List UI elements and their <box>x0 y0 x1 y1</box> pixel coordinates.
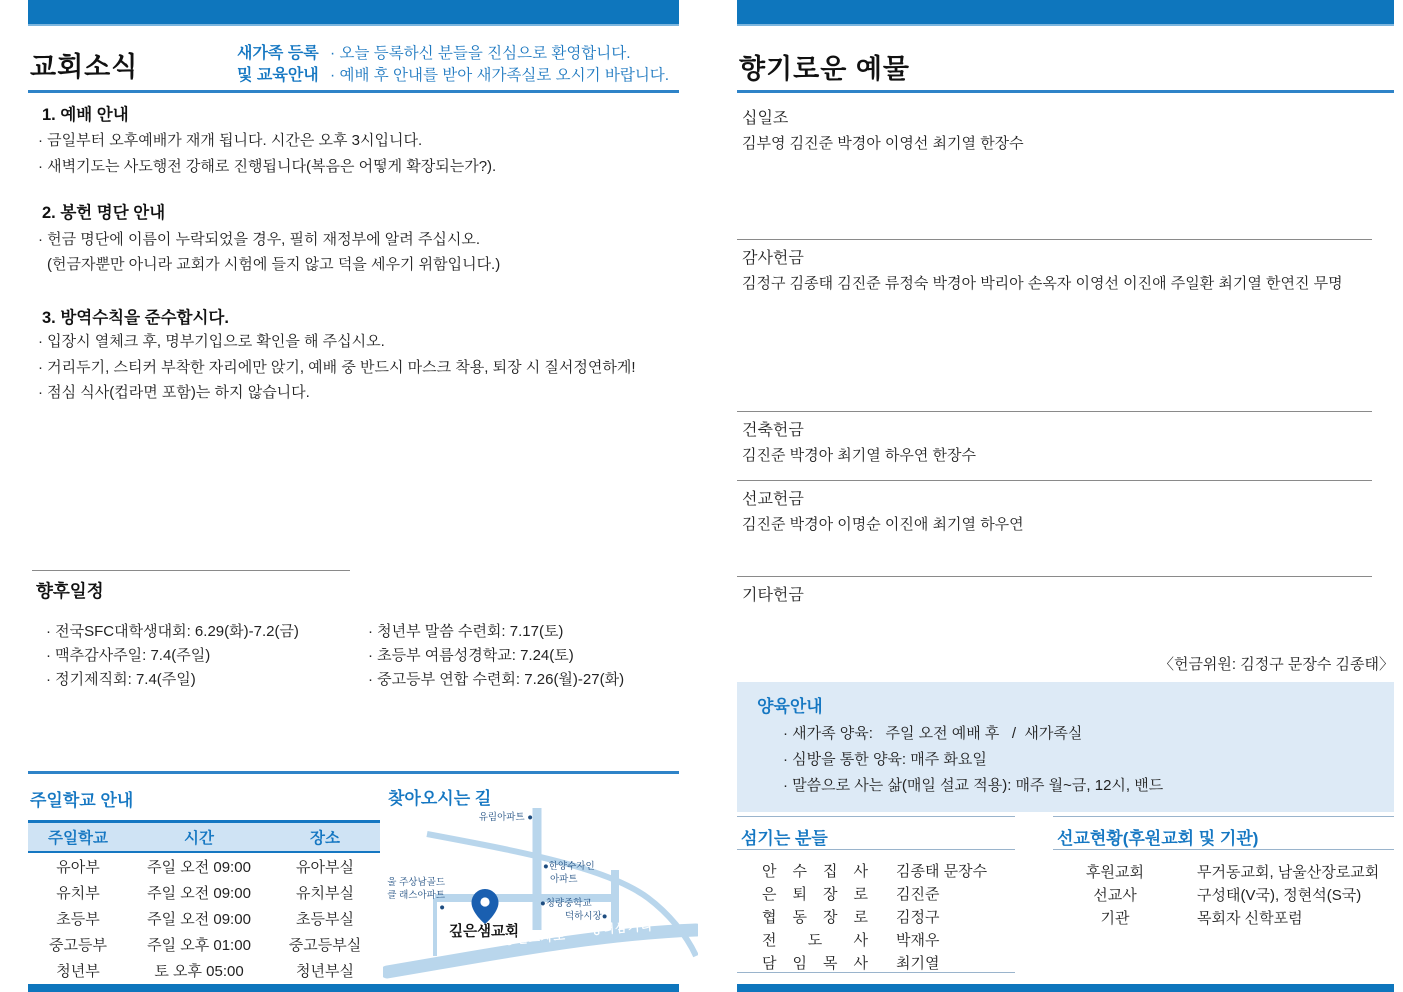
left-bottom-bar <box>28 984 679 992</box>
mission-row-label: 선교사 <box>1093 887 1137 904</box>
servant-role: 협 동 장 로 <box>762 909 868 926</box>
section2-item2: (헌금자뿐만 아니라 교회가 시험에 들지 않고 덕을 세우기 위함입니다.) <box>47 256 501 273</box>
offering-tithe-names: 김부영 김진준 박경아 이영선 최기열 한장수 <box>742 135 1024 152</box>
servants-heading: 섬기는 분들 <box>741 829 828 848</box>
offering-committee: 〈헌금위원: 김정구 문장수 김종태〉 <box>1158 656 1394 673</box>
cell-time: 주일 오전 09:00 <box>147 910 251 928</box>
offering-thanks-heading: 감사헌금 <box>742 250 804 267</box>
cell-place: 중고등부실 <box>288 937 362 955</box>
section1-item2: · 새벽기도는 사도행전 강해로 진행됩니다(복음은 어떻게 확장되는가?). <box>38 158 497 175</box>
cell-time: 주일 오후 01:00 <box>147 937 251 955</box>
map-label-goldclass-apt-2: 클 래스아파트 ● <box>387 890 445 913</box>
nurture-box <box>737 682 1394 812</box>
offering-mission-rule <box>737 480 1372 481</box>
offering-other-rule <box>737 576 1372 577</box>
servant-role: 은 퇴 장 로 <box>762 886 868 903</box>
table-row <box>28 905 380 931</box>
left-header-rule <box>28 90 679 93</box>
table-row <box>28 879 380 905</box>
schedule-c1-item1: · 전국SFC대학생대회: 6.29(화)-7.2(금) <box>46 623 299 640</box>
offering-thanks-rule <box>737 239 1372 240</box>
col-header-dept: 주일학교 <box>28 822 128 853</box>
cell-time: 토 오후 05:00 <box>154 963 244 981</box>
nurture-item1: · 새가족 양육: 주일 오전 예배 후 / 새가족실 <box>783 725 1083 742</box>
cell-place: 청년부실 <box>296 963 354 981</box>
mission-heading: 선교현황(후원교회 및 기관) <box>1057 829 1259 848</box>
map-label-hanyang-apt-2: 아파트 <box>550 874 578 885</box>
offering-thanks-names: 김정구 김종태 김진준 류정숙 박경아 박리아 손옥자 이영선 이진애 주일환 최기열 한연진 무명 <box>742 275 1343 292</box>
cell-dept: 유치부 <box>56 884 100 902</box>
mission-top-rule <box>1053 816 1394 817</box>
page-title-left: 교회소식 <box>30 52 139 82</box>
section1-item1: · 금일부터 오후예배가 재개 됩니다. 시간은 오후 3시입니다. <box>38 132 423 149</box>
cell-time: 주일 오전 09:00 <box>147 858 251 876</box>
servant-role: 전 도 사 <box>762 932 868 949</box>
offering-building-heading: 건축헌금 <box>742 422 804 439</box>
schedule-c1-item2: · 맥추감사주일: 7.4(주일) <box>46 647 211 664</box>
location-map <box>383 806 698 984</box>
offering-building-rule <box>737 411 1372 412</box>
section2-heading: 2. 봉헌 명단 안내 <box>42 204 166 222</box>
offering-building-names: 김진준 박경아 최기열 하우연 한장수 <box>742 447 977 464</box>
nurture-item3: · 말씀으로 사는 삶(매일 설교 적용): 매주 월~금, 12시, 밴드 <box>783 777 1164 794</box>
sunday-school-heading: 주일학교 안내 <box>30 791 134 810</box>
page-title-right: 향기로운 예물 <box>739 54 910 84</box>
cell-dept: 청년부 <box>56 963 100 981</box>
servant-name: 박재우 <box>896 932 940 949</box>
right-header-rule <box>737 90 1394 93</box>
col-header-time: 시간 <box>128 822 270 853</box>
mission-head-rule <box>1053 849 1394 850</box>
servant-role: 담 임 목 사 <box>762 955 868 972</box>
cell-dept: 유아부 <box>56 858 100 876</box>
map-label-goldclass-apt-1: 울 주상남골드 <box>387 877 445 888</box>
cell-place: 유아부실 <box>296 858 354 876</box>
map-road-label-songjeon: 송전교차로 <box>502 928 567 948</box>
map-label-school: ●청량중학교 <box>540 898 592 909</box>
mission-row-value: 무거동교회, 남울산장로교회 <box>1197 864 1380 881</box>
cell-place: 유치부실 <box>296 884 354 902</box>
mission-row-value: 목회자 신학포럼 <box>1197 910 1303 927</box>
newcomer-label-line1: 새가족 등록 <box>237 45 319 62</box>
map-label-market: 덕하시장● <box>565 911 608 922</box>
mission-row-label: 후원교회 <box>1086 864 1144 881</box>
cell-place: 초등부실 <box>296 910 354 928</box>
servants-head-rule <box>737 849 1015 850</box>
servants-top-rule <box>737 816 1015 817</box>
left-top-bar <box>28 0 679 26</box>
schedule-c2-item1: · 청년부 말씀 수련회: 7.17(토) <box>368 623 564 640</box>
servant-name: 김진준 <box>896 886 940 903</box>
left-bottom-rule <box>28 771 679 774</box>
mission-row-label: 기관 <box>1100 910 1130 927</box>
offering-tithe-heading: 십일조 <box>742 110 789 127</box>
cell-time: 주일 오전 09:00 <box>147 884 251 902</box>
right-top-bar <box>737 0 1394 26</box>
nurture-item2: · 심방을 통한 양육: 매주 화요일 <box>783 751 987 768</box>
section3-item1: · 입장시 열체크 후, 명부기입으로 확인을 해 주십시오. <box>38 333 385 350</box>
cell-dept: 초등부 <box>56 910 100 928</box>
servant-row <box>762 952 939 973</box>
schedule-heading: 향후일정 <box>36 581 104 601</box>
col-header-place: 장소 <box>270 822 380 853</box>
schedule-top-rule <box>32 570 350 571</box>
schedule-c1-item3: · 정기제직회: 7.4(주일) <box>46 671 196 688</box>
right-bottom-bar <box>737 984 1394 992</box>
nurture-heading: 양육안내 <box>757 697 823 716</box>
offering-other-heading: 기타헌금 <box>742 587 804 604</box>
servant-role: 안 수 집 사 <box>762 863 868 880</box>
map-label-hanyang-apt-1: ●한양수자인 <box>543 861 595 872</box>
offering-mission-names: 김진준 박경아 이명순 이진애 최기열 하우연 <box>742 516 1024 533</box>
servant-name: 김종태 문장수 <box>896 863 988 880</box>
servant-row <box>762 883 939 904</box>
offering-mission-heading: 선교헌금 <box>742 491 804 508</box>
servant-row <box>762 929 939 950</box>
table-row <box>28 852 380 879</box>
map-church-name: 깊은샘교회 <box>449 924 520 940</box>
map-label-yurim-apt: 유림아파트 ● <box>478 812 533 823</box>
table-row <box>28 932 380 958</box>
schedule-c2-item2: · 초등부 여름성경학교: 7.24(토) <box>368 647 574 664</box>
newcomer-label-line2: 및 교육안내 <box>237 67 319 84</box>
servant-row <box>762 860 987 881</box>
servant-name: 김정구 <box>896 909 940 926</box>
servant-row <box>762 906 939 927</box>
table-header-row <box>28 822 380 853</box>
servant-name: 최기열 <box>896 955 940 972</box>
section3-heading: 3. 방역수칙을 준수합시다. <box>42 309 229 327</box>
cell-dept: 중고등부 <box>49 937 107 955</box>
section1-heading: 1. 예배 안내 <box>42 106 129 124</box>
map-heading: 찾아오시는 길 <box>388 789 492 808</box>
table-row <box>28 958 380 985</box>
section3-item2: · 거리두기, 스티커 부착한 자리에만 앉기, 예배 중 반드시 마스크 착용, 퇴장 시 질서정연하게! <box>38 359 636 376</box>
newcomer-bullet-1: · 오늘 등록하신 분들을 진심으로 환영합니다. <box>330 45 631 62</box>
section3-item3: · 점심 식사(컵라면 포함)는 하지 않습니다. <box>38 384 310 401</box>
sunday-school-table <box>28 820 380 985</box>
servants-bottom-rule <box>737 972 1015 973</box>
location-pin-dot <box>480 897 489 906</box>
section2-item1: · 헌금 명단에 이름이 누락되었을 경우, 필히 재정부에 알려 주십시오. <box>38 231 481 248</box>
mission-row-value: 구성태(V국), 정현석(S국) <box>1197 887 1362 904</box>
map-road-label-jangteo: 장터삼거리 <box>589 918 654 938</box>
newcomer-bullet-2: · 예배 후 안내를 받아 새가족실로 오시기 바랍니다. <box>330 67 670 84</box>
schedule-c2-item3: · 중고등부 연합 수련회: 7.26(월)-27(화) <box>368 671 625 688</box>
